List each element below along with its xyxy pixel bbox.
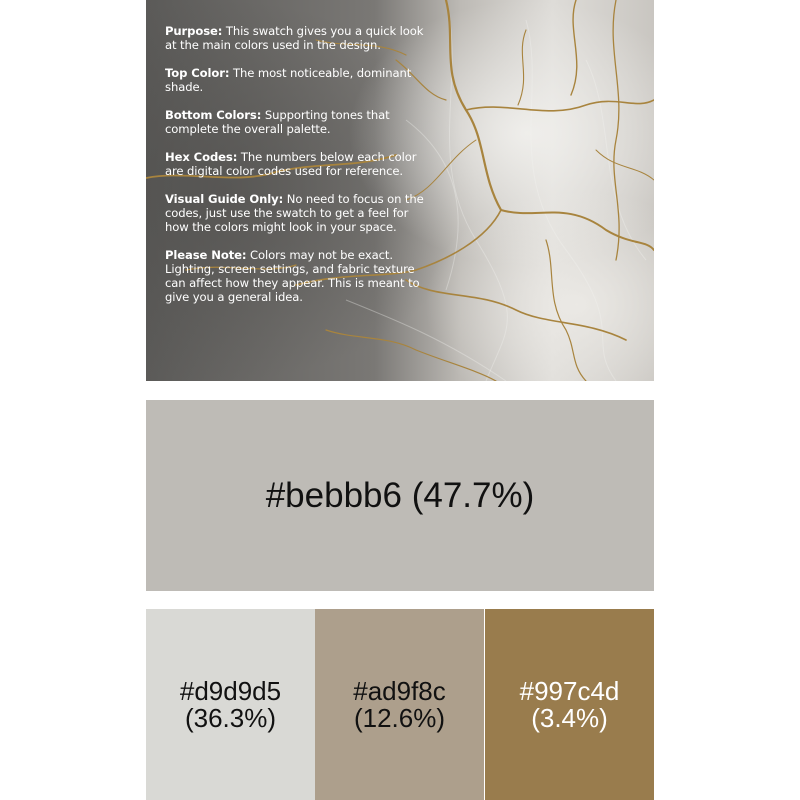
info-visual-guide-key: Visual Guide Only: xyxy=(165,192,284,206)
marble-image-panel xyxy=(146,0,654,381)
swatch-main xyxy=(146,400,654,591)
swatch-secondary-3-pct: (3.4%) xyxy=(531,702,608,733)
info-bottom-colors-key: Bottom Colors: xyxy=(165,108,262,122)
info-hex-codes-text: The numbers below each color are digital color codes used for reference. xyxy=(165,150,417,178)
swatch-secondary-2-pct: (12.6%) xyxy=(353,702,446,733)
info-top-color-text: The most noticeable, dominant shade. xyxy=(165,66,412,94)
swatch-secondary-3 xyxy=(485,609,654,800)
swatch-secondary-3-hex: #997c4d xyxy=(519,675,620,706)
swatch-secondary-1-hex: #d9d9d5 xyxy=(179,675,282,706)
info-purpose-text: This swatch gives you a quick look at the main colors used in the design. xyxy=(165,24,424,52)
info-top-color-key: Top Color: xyxy=(165,66,230,80)
info-please-note xyxy=(165,248,433,304)
info-bottom-colors xyxy=(165,108,433,136)
info-text-block xyxy=(165,24,433,318)
info-hex-codes xyxy=(165,150,433,178)
swatch-secondary-2 xyxy=(315,609,484,800)
swatch-main-label: #bebbb6 (47.7%) xyxy=(265,475,535,515)
swatch-secondary-2-hex: #ad9f8c xyxy=(353,675,446,706)
info-visual-guide xyxy=(165,192,433,234)
info-top-color xyxy=(165,66,433,94)
info-hex-codes-key: Hex Codes: xyxy=(165,150,238,164)
info-purpose xyxy=(165,24,433,52)
swatch-secondary-1-pct: (36.3%) xyxy=(184,702,277,733)
swatch-secondary-1 xyxy=(146,609,315,800)
info-bottom-colors-text: Supporting tones that complete the overall palette. xyxy=(165,108,390,136)
info-visual-guide-text: No need to focus on the codes, just use the swatch to get a feel for how the colors might look in your space. xyxy=(165,192,424,234)
info-purpose-key: Purpose: xyxy=(165,24,223,38)
info-please-note-text: Colors may not be exact. Lighting, screen settings, and fabric texture can affect how they appear. This is meant to give you a general idea. xyxy=(165,248,420,304)
info-please-note-key: Please Note: xyxy=(165,248,247,262)
